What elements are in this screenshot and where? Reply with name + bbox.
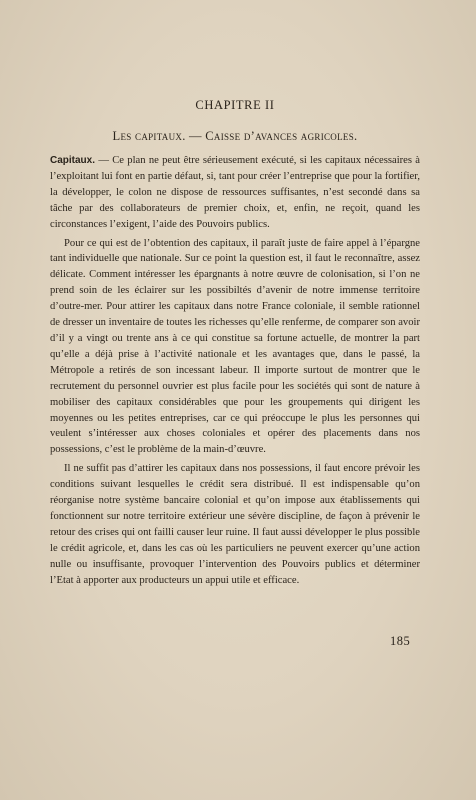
page-text-block: [50, 98, 420, 588]
paragraph-1-text: — Ce plan ne peut être sérieusement exécuté, si les capitaux nécessaires à l’exploitant lui font en partie défaut, si, tant pour créer l’entreprise que pour la fortifier, la développer, le colon ne dispose de ressources suffisantes, n’est secondé dans sa tâche par des collaborateurs de premier choix, et, enfin, ne reçoit, quand les circonstances l’exigent, l’aide des Pouvoirs publics.: [50, 155, 420, 230]
page-number: 185: [390, 634, 411, 648]
paragraph-3: Il ne suffit pas d’attirer les capitaux dans nos possessions, il faut encore prévoir les conditions suivant lesquelles le crédit sera distribué. Il est indispensable qu’on réorganise notre système bancaire colonial et qu’on impose aux établissements qui fonctionnent sur notre territoire extérieur une sévère discipline, de façon à prévenir le retour des crises qui ont failli causer leur ruine. Il faut aussi développer le plus possible le crédit agricole, et, dans les cas où les particuliers ne peuvent exercer qu’une action nulle ou insuffisante, provoquer l’intervention des Pouvoirs publics et déterminer l’Etat à apporter aux producteurs un appui utile et efficace.: [50, 463, 420, 586]
paragraph-1: [50, 153, 420, 233]
paragraph-2: Pour ce qui est de l’obtention des capitaux, il paraît juste de faire appel à l’épargne tant individuelle que nationale. Sur ce point la question est, il faut le reconnaître, assez délicate. Comment intéresser les épargnants à notre œuvre de colonisation, si l’on ne prend soin de les éclairer sur les possibiltés d’avenir de notre immense territoire d’outre-mer. Pour attirer les capitaux dans notre France coloniale, il semble rationnel de dresser un inventaire de toutes les richesses qu’elle renferme, de comparer son avoir d’il y a vingt ou trente ans à ce qui constitue sa fortune actuelle, de montrer la part qu’elle a déjà prise à l’activité nationale et les avantages que, dans le passé, la Métropole a retirés de son incessant labeur. Il importe surtout de montrer que le recrutement du personnel ouvrier est plus facile pour les sociétés qui sont de nature à mobiliser des capitaux considérables que pour les groupements qui dirigent les moyennes ou les petites entreprises, car ce qui préoccupe le plus les personnes qui veulent s’intéresser aux choses coloniales et opérer des placements dans nos possessions, c’est le problème de la main-d’œuvre.: [50, 237, 420, 456]
chapter-heading: CHAPITRE II: [195, 98, 275, 112]
section-title: Les capitaux. — Caisse d’avances agricoles.: [112, 129, 358, 143]
paragraph-1-lead-in: Capitaux.: [50, 155, 96, 166]
